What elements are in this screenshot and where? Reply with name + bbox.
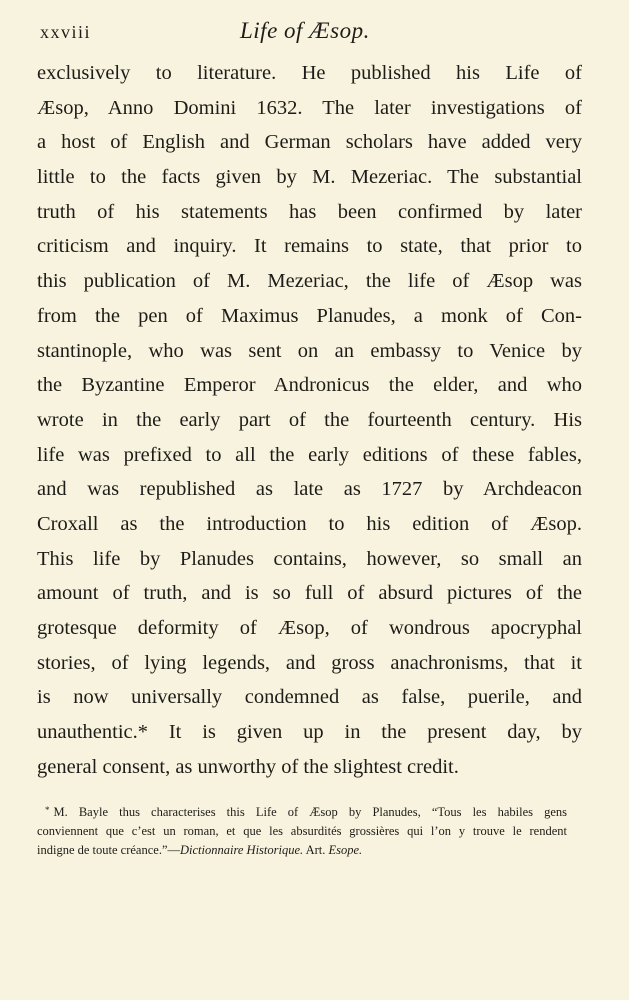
body-line: amount of truth, and is so full of absurd pictures of the bbox=[37, 582, 582, 605]
body-line: Croxall as the introduction to his edition of Æsop. bbox=[37, 512, 582, 535]
body-line: Æsop, Anno Domini 1632. The later investigations of bbox=[37, 96, 582, 119]
footnote-entry: Esope. bbox=[328, 843, 363, 857]
footnote-art: Art. bbox=[305, 843, 326, 857]
body-line: life was prefixed to all the early editions of these fables, bbox=[37, 443, 582, 466]
body-line: and was republished as late as 1727 by Archdeacon bbox=[37, 478, 582, 501]
body-line: grotesque deformity of Æsop, of wondrous apocryphal bbox=[37, 617, 582, 639]
body-line: is now universally condemned as false, puerile, and bbox=[37, 686, 582, 709]
footnote-source: Dictionnaire Historique. bbox=[180, 843, 304, 857]
body-line: criticism and inquiry. It remains to state, that prior to bbox=[37, 235, 582, 258]
body-line: exclusively to literature. He published his Life of bbox=[37, 62, 582, 84]
running-head bbox=[40, 18, 585, 48]
body-line: stantinople, who was sent on an embassy to Venice by bbox=[37, 339, 582, 362]
footnote bbox=[37, 803, 567, 860]
footnote-text: M. Bayle thus characterises this Life of Æsop by Planudes, “Tous les habiles gens bbox=[53, 805, 567, 819]
body-line: from the pen of Maximus Planudes, a monk of Con- bbox=[37, 304, 582, 327]
page-number: xxviii bbox=[40, 22, 92, 42]
body-line: a host of English and German scholars have added very bbox=[37, 131, 582, 154]
body-line: this publication of M. Mezeriac, the life of Æsop was bbox=[37, 270, 582, 293]
footnote-line: conviennent que c’est un roman, et que les absurdités grossières qui l’on y trouve le rendent bbox=[37, 824, 567, 838]
footnote-marker: * bbox=[45, 805, 50, 815]
body-line: This life by Planudes contains, however, so small an bbox=[37, 547, 582, 570]
body-line: the Byzantine Emperor Andronicus the elder, and who bbox=[37, 374, 582, 397]
body-line: wrote in the early part of the fourteenth century. His bbox=[37, 408, 582, 431]
footnote-line bbox=[37, 803, 567, 822]
body-line: truth of his statements has been confirmed by later bbox=[37, 200, 582, 223]
body-line: unauthentic.* It is given up in the present day, by bbox=[37, 721, 582, 744]
body-line: general consent, as unworthy of the slightest credit. bbox=[37, 755, 459, 778]
footnote-text: indigne de toute créance.”— bbox=[37, 843, 180, 857]
running-title: Life of Æsop. bbox=[240, 18, 370, 43]
body-line: stories, of lying legends, and gross anachronisms, that it bbox=[37, 651, 582, 674]
body-text bbox=[37, 56, 582, 784]
footnote-line bbox=[37, 841, 567, 860]
body-line: little to the facts given by M. Mezeriac. The substantial bbox=[37, 166, 582, 189]
